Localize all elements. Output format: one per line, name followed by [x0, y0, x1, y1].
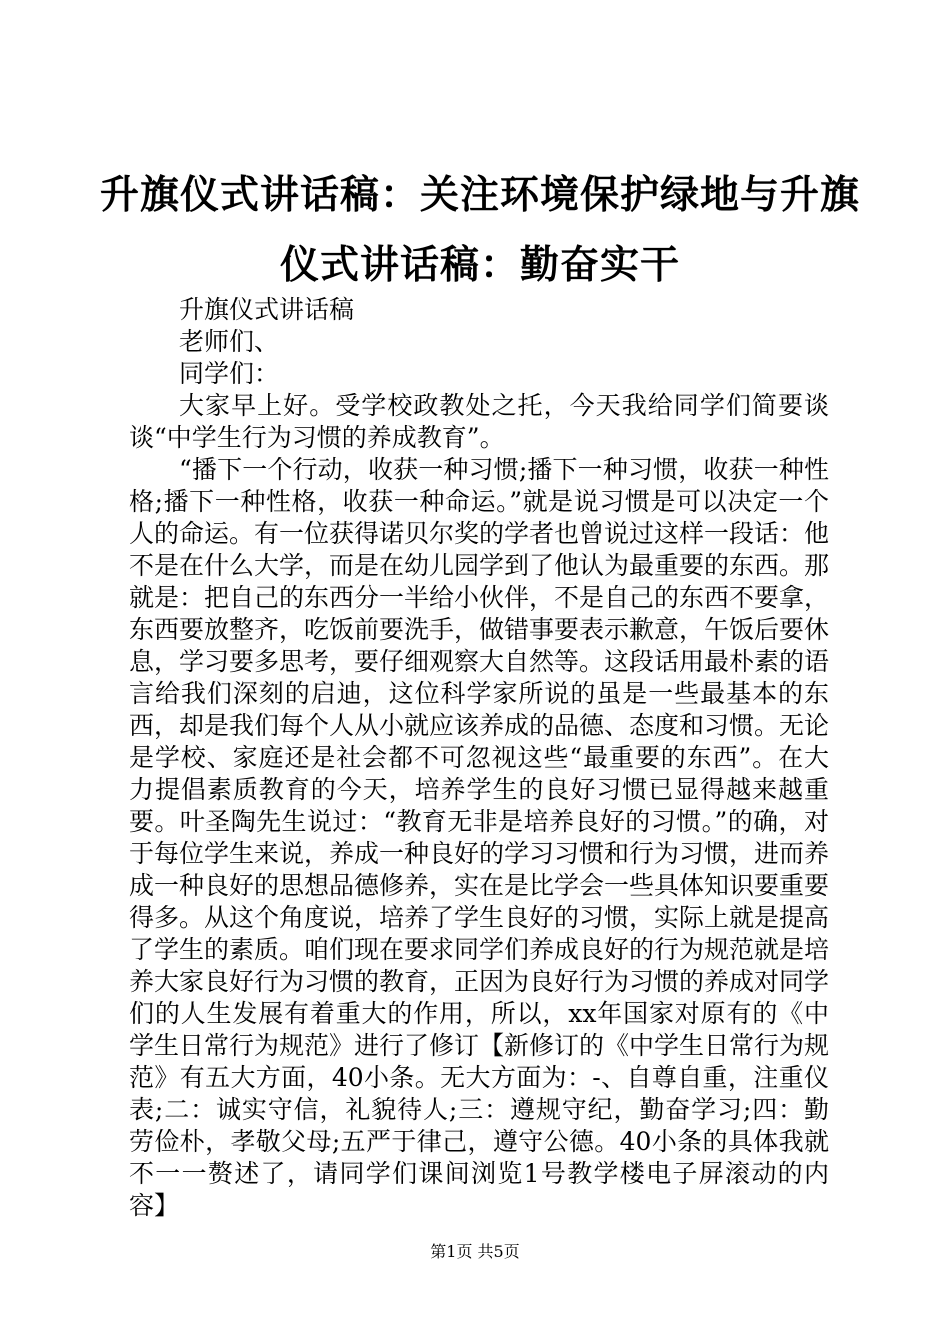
salutation-teachers: 老师们、: [179, 327, 280, 356]
paragraph-greeting: 大家早上好。受学校政教处之托，今天我给同学们简要谈谈“中学生行为习惯的养成教育”。: [129, 391, 829, 452]
heading-line: 升旗仪式讲话稿: [179, 295, 355, 324]
document-body: [129, 294, 829, 1222]
paragraph-main: “播下一个行动，收获一种习惯;播下一种习惯，收获一种性格;播下一种性格，收获一种命运。”就是说习惯是可以决定一个人的命运。有一位获得诺贝尔奖的学者也曾说过这样一段话：他不是在什么大学，而是在幼儿园学到了他认为最重要的东西。那就是：把自己的东西分一半给小伙伴，不是自己的东西不要拿，东西要放整齐，吃饭前要洗手，做错事要表示歉意，午饭后要休息，学习要多思考，要仔细观察大自然等。这段话用最朴素的语言给我们深刻的启迪，这位科学家所说的虽是一些最基本的东西，却是我们每个人从小就应该养成的品德、态度和习惯。无论是学校、家庭还是社会都不可忽视这些“最重要的东西”。在大力提倡素质教育的今天，培养学生的良好习惯已显得越来越重要。叶圣陶先生说过：“教育无非是培养良好的习惯。”的确，对于每位学生来说，养成一种良好的学习习惯和行为习惯，进而养成一种良好的思想品德修养，实在是比学会一些具体知识要重要得多。从这个角度说，培养了学生良好的习惯，实际上就是提高了学生的素质。咱们现在要求同学们养成良好的行为规范就是培养大家良好行为习惯的教育，正因为良好行为习惯的养成对同学们的人生发展有着重大的作用，所以，xx年国家对原有的《中学生日常行为规范》进行了修订【新修订的《中学生日常行为规范》有五大方面，40小条。无大方面为：-、自尊自重，注重仪表;二：诚实守信，礼貌待人;三：遵规守纪，勤奋学习;四：勤劳俭朴，孝敬父母;五严于律己，遵守公德。40小条的具体我就不一一赘述了，请同学们课间浏览1号教学楼电子屏滚动的内容】: [129, 455, 830, 1220]
document-title: 升旗仪式讲话稿：关注环境保护绿地与升旗仪式讲话稿：勤奋实干: [100, 172, 861, 288]
salutation-students: 同学们：: [179, 359, 280, 388]
page-footer: 第1页 共5页: [430, 1242, 520, 1261]
